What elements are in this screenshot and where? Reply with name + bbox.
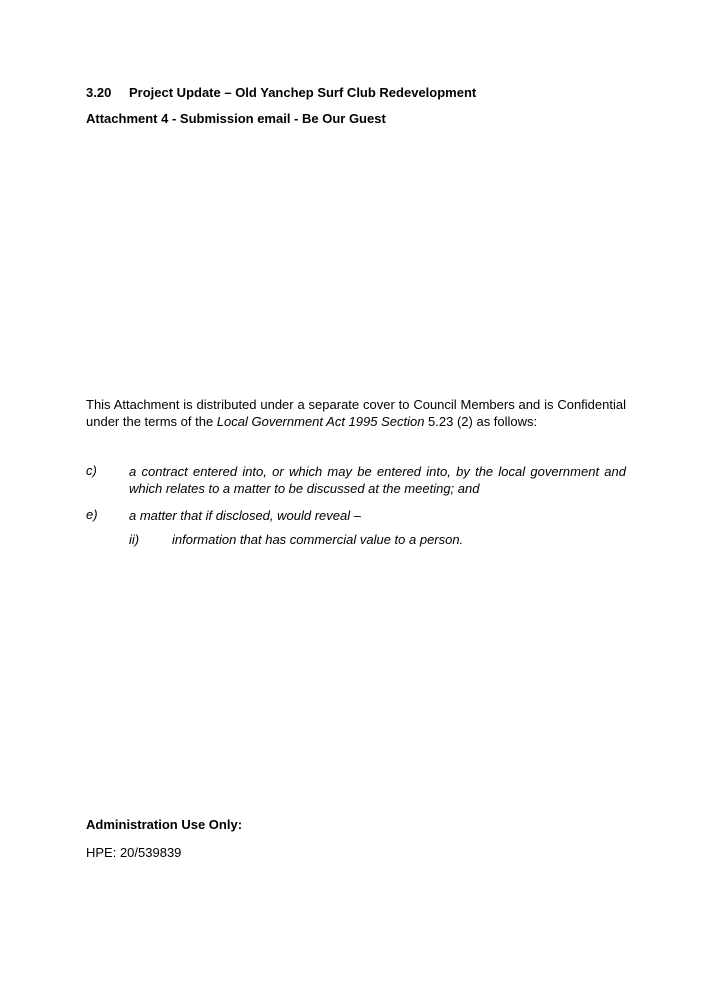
confidentiality-paragraph: [86, 396, 626, 430]
item-c-label: c): [86, 463, 97, 478]
section-number: 3.20: [86, 85, 112, 100]
hpe-reference: HPE: 20/539839: [86, 845, 182, 860]
subitem-ii-label: ii): [129, 532, 140, 547]
section-title: Project Update – Old Yanchep Surf Club Redevelopment: [129, 85, 477, 100]
paragraph-text-after: 5.23 (2) as follows:: [424, 414, 538, 429]
section-heading: [86, 85, 476, 100]
item-e-text: a matter that if disclosed, would reveal –: [129, 508, 361, 523]
administration-title: Administration Use Only:: [86, 817, 243, 832]
subitem-ii-text: information that has commercial value to a person.: [172, 532, 464, 547]
item-e-label: e): [86, 507, 98, 522]
act-name: Local Government Act 1995 Section: [216, 414, 425, 429]
attachment-title: Attachment 4 - Submission email - Be Our Guest: [86, 111, 386, 126]
item-c-text: a contract entered into, or which may be entered into, by the local government and which relates to a matter to be discussed at the meeting; and: [129, 464, 626, 496]
paragraph-text-before: This Attachment is distributed under a separate cover to Council Members and is Confidential under the terms of the: [86, 397, 626, 429]
